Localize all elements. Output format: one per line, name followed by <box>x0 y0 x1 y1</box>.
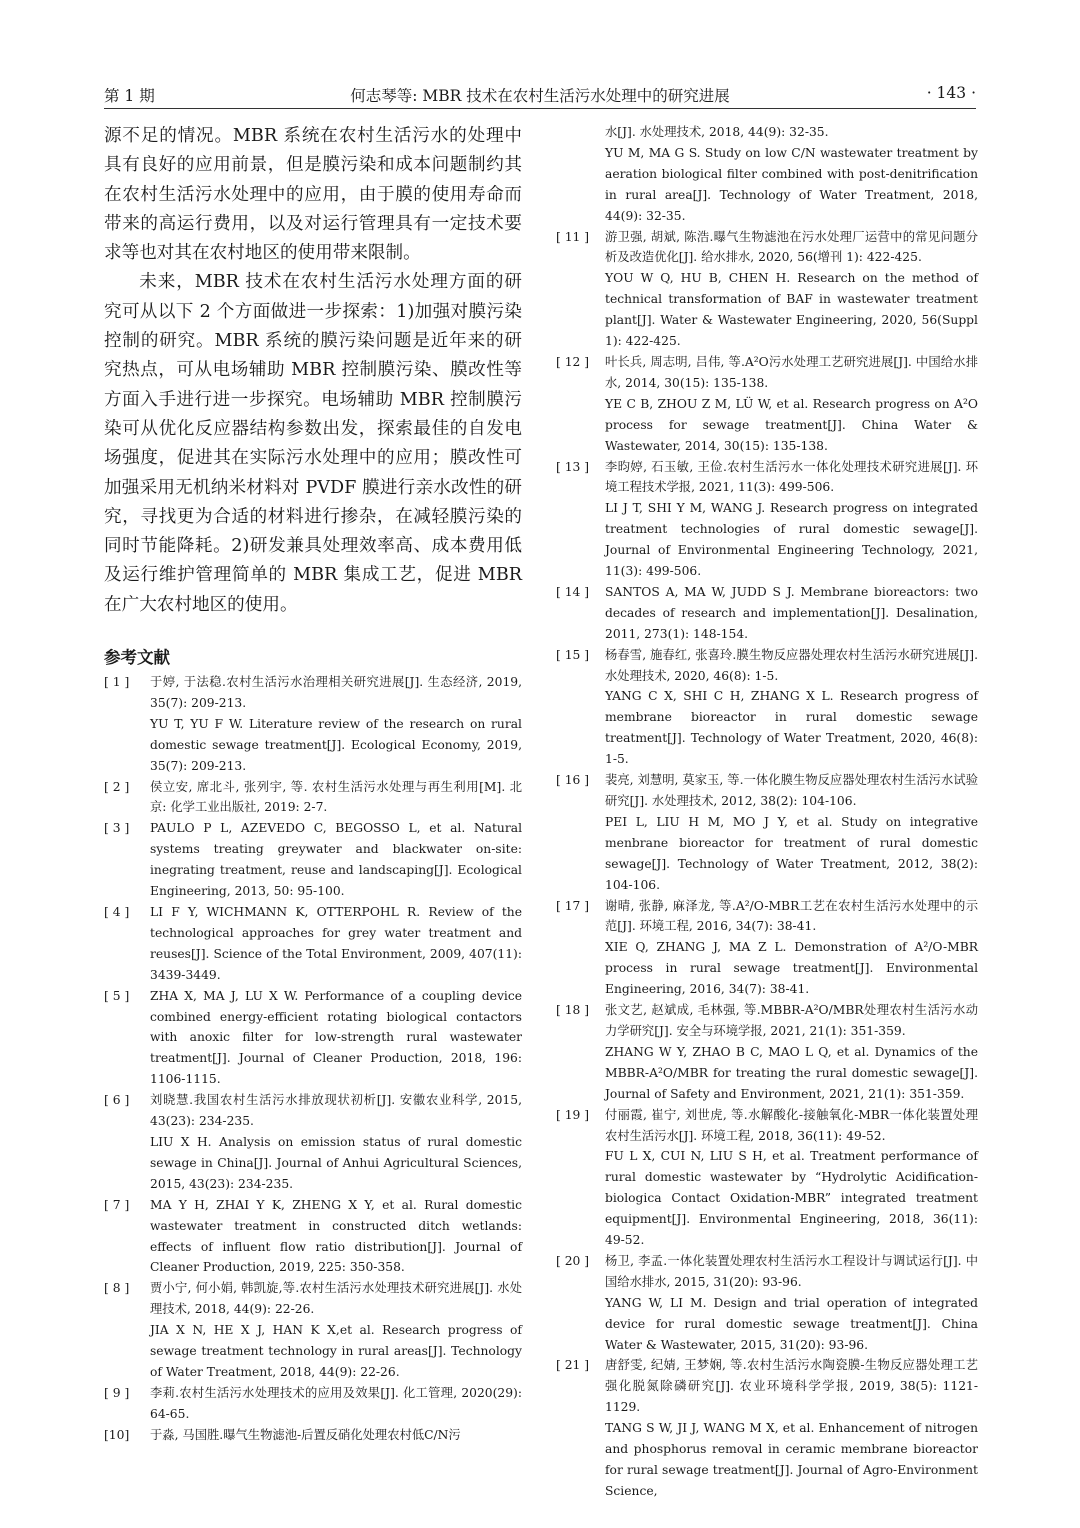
reference-number: [ 4 ] <box>104 905 130 920</box>
reference-item <box>556 227 978 352</box>
reference-number: [ 8 ] <box>104 1281 130 1296</box>
reference-text: 谢晴, 张静, 麻泽龙, 等.A²/O-MBR工艺在农村生活污水处理中的示范[J]. 环境工程, 2016, 34(7): 38-41. <box>605 898 978 934</box>
reference-item <box>104 1090 522 1195</box>
reference-number: [ 6 ] <box>104 1093 130 1108</box>
reference-item <box>104 1195 522 1279</box>
reference-number: [ 15 ] <box>556 647 590 662</box>
reference-text: 于婷, 于法稳.农村生活污水治理相关研究进展[J]. 生态经济, 2019, 35(7): 209-213. <box>150 675 522 710</box>
reference-text: 侯立安, 席北斗, 张列宇, 等. 农村生活污水处理与再生利用[M]. 北京: 化学工业出版社, 2019: 2-7. <box>150 779 522 815</box>
reference-item <box>556 1251 978 1356</box>
reference-number: [ 19 ] <box>556 1107 590 1122</box>
reference-text: PEI L, LIU H M, MO J Y, et al. Study on integrative menbrane bioreactor for treatment of rural domestic sewage[J]. Technology of Water Treatment, 2012, 38(2): 104-106. <box>605 814 978 892</box>
reference-item <box>556 770 978 895</box>
right-column <box>556 122 978 1502</box>
reference-number: [ 13 ] <box>556 459 590 474</box>
reference-text: LI F Y, WICHMANN K, OTTERPOHL R. Review of the technological approaches for grey water treatment and reuses[J]. Science of the Total Environment, 2009, 407(11): 3439-3449. <box>150 905 522 982</box>
running-title: 何志琴等: MBR 技术在农村生活污水处理中的研究进展 <box>350 87 730 105</box>
reference-item <box>556 896 978 1001</box>
reference-item <box>556 1105 978 1251</box>
reference-number: [ 16 ] <box>556 773 590 788</box>
page-number: · 143 · <box>926 84 976 102</box>
reference-item <box>104 672 522 777</box>
reference-text: YU M, MA G S. Study on low C/N wastewater treatment by aeration biological filter combined with post-denitrification in rural area[J]. Technology of Water Treatment, 2018, 44(9): 32-35. <box>605 145 978 223</box>
reference-number: [ 7 ] <box>104 1197 130 1212</box>
reference-item <box>556 645 978 770</box>
reference-item <box>104 818 522 902</box>
reference-item <box>556 122 978 227</box>
reference-number: [ 2 ] <box>104 779 130 794</box>
reference-number: [ 18 ] <box>556 1003 590 1018</box>
reference-text: SANTOS A, MA W, JUDD S J. Membrane bioreactors: two decades of research and implementation[J]. Desalination, 2011, 273(1): 148-154. <box>605 584 978 641</box>
reference-number: [ 21 ] <box>556 1358 590 1373</box>
references-heading: 参考文献 <box>104 648 170 668</box>
reference-text: 于淼, 马国胜.曝气生物滤池-后置反硝化处理农村低C/N污 <box>150 1427 461 1442</box>
reference-text: 贾小宁, 何小娟, 韩凯旋,等.农村生活污水处理技术研究进展[J]. 水处理技术, 2018, 44(9): 22-26. <box>150 1281 522 1317</box>
reference-text: 唐舒雯, 纪婧, 王梦娴, 等.农村生活污水陶瓷膜-生物反应器处理工艺强化脱氮除磷研究[J]. 农业环境科学学报, 2019, 38(5): 1121-1129. <box>605 1358 978 1415</box>
reference-text: MA Y H, ZHAI Y K, ZHENG X Y, et al. Rural domestic wastewater treatment in constructed ditch wetlands: effects of influent flow ratio distribution[J]. Journal of Cleaner Production, 2019, 225: 350-358. <box>150 1197 522 1275</box>
reference-item <box>556 1355 978 1501</box>
reference-text: 李昀婷, 石玉敏, 王俭.农村生活污水一体化处理技术研究进展[J]. 环境工程技术学报, 2021, 11(3): 499-506. <box>605 459 978 495</box>
reference-text: 水[J]. 水处理技术, 2018, 44(9): 32-35. <box>605 125 829 139</box>
reference-text: PAULO P L, AZEVEDO C, BEGOSSO L, et al. Natural systems treating greywater and blackwater on-site: inegrating treatment, reuse and landscaping[J]. Ecological Engineering, 2013, 50: 95-100. <box>150 821 522 899</box>
reference-number: [ 14 ] <box>556 584 590 599</box>
reference-text: YANG C X, SHI C H, ZHANG X L. Research progress of membrane bioreactor in rural domestic sewage treatment[J]. Technology of Water Treatment, 2020, 46(8): 1-5. <box>605 689 978 767</box>
reference-text: LIU X H. Analysis on emission status of rural domestic sewage in China[J]. Journal of Anhui Agricultural Sciences, 2015, 43(23): 234-235. <box>150 1134 522 1191</box>
reference-text: FU L X, CUI N, LIU S H, et al. Treatment performance of rural domestic wastewater by “Hydrolytic Acidification-biologica Contact Oxidation-MBR” integrated treatment equipment[J]. Environmental Engineering, 2018, 36(11): 49-52. <box>605 1149 978 1248</box>
reference-text: JIA X N, HE X J, HAN K X,et al. Research progress of sewage treatment technology in rural areas[J]. Technology of Water Treatment, 2018, 44(9): 22-26. <box>150 1323 522 1379</box>
reference-number: [ 17 ] <box>556 898 590 913</box>
reference-list-right <box>556 122 978 1502</box>
reference-number: [ 3 ] <box>104 821 130 836</box>
reference-text: 李莉.农村生活污水处理技术的应用及效果[J]. 化工管理, 2020(29): 64-65. <box>150 1385 522 1421</box>
reference-text: YOU W Q, HU B, CHEN H. Research on the method of technical transformation of BAF in wastewater treatment plant[J]. Water & Wastewater Engineering, 2020, 56(Suppl 1): 422-425. <box>605 271 978 349</box>
reference-item <box>556 582 978 645</box>
reference-item <box>556 352 978 457</box>
reference-text: 叶长兵, 周志明, 吕伟, 等.A²O污水处理工艺研究进展[J]. 中国给水排水, 2014, 30(15): 135-138. <box>605 354 978 390</box>
reference-text: YE C B, ZHOU Z M, LÜ W, et al. Research progress on A²O process for sewage treatment[J]. China Water & Wastewater, 2014, 30(15): 135-138. <box>605 396 978 453</box>
reference-item <box>104 1278 522 1383</box>
reference-list-left <box>104 672 522 1446</box>
reference-number: [10] <box>104 1427 130 1442</box>
reference-text: XIE Q, ZHANG J, MA Z L. Demonstration of A²/O-MBR process in rural sewage treatment[J]. Environmental Engineering, 2016, 34(7): 38-41. <box>605 940 978 997</box>
reference-item <box>556 1000 978 1105</box>
reference-item <box>104 777 522 819</box>
reference-item <box>104 1425 522 1446</box>
reference-number: [ 1 ] <box>104 675 130 690</box>
reference-text: 刘晓慧.我国农村生活污水排放现状初析[J]. 安徽农业科学, 2015, 43(23): 234-235. <box>150 1093 522 1129</box>
reference-item <box>104 986 522 1091</box>
reference-item <box>556 457 978 582</box>
reference-number: [ 11 ] <box>556 229 590 244</box>
reference-number: [ 9 ] <box>104 1385 130 1400</box>
running-header <box>104 80 976 108</box>
reference-text: 张文艺, 赵斌成, 毛林强, 等.MBBR-A²O/MBR处理农村生活污水动力学研究[J]. 安全与环境学报, 2021, 21(1): 351-359. <box>605 1003 978 1038</box>
reference-text: 付丽霞, 崔宁, 刘世虎, 等.水解酸化-接触氧化-MBR一体化装置处理农村生活污水[J]. 环境工程, 2018, 36(11): 49-52. <box>605 1107 978 1143</box>
reference-text: ZHANG W Y, ZHAO B C, MAO L Q, et al. Dynamics of the MBBR-A²O/MBR for treating the rural domestic sewage[J]. Journal of Safety and Environment, 2021, 21(1): 351-359. <box>605 1044 978 1101</box>
header-rule <box>104 108 976 109</box>
reference-item <box>104 1383 522 1425</box>
reference-text: 杨卫, 李孟.一体化装置处理农村生活污水工程设计与调试运行[J]. 中国给水排水, 2015, 31(20): 93-96. <box>605 1253 978 1289</box>
reference-number: [ 12 ] <box>556 354 590 369</box>
reference-text: 游卫强, 胡斌, 陈浩.曝气生物滤池在污水处理厂运营中的常见问题分析及改造优化[J]. 给水排水, 2020, 56(增刊 1): 422-425. <box>605 229 978 265</box>
reference-number: [ 20 ] <box>556 1253 590 1268</box>
issue-number: 第 1 期 <box>104 87 155 105</box>
left-column <box>104 122 522 1446</box>
reference-text: ZHA X, MA J, LU X W. Performance of a coupling device combined energy-efficient rotating biological contactors with anoxic filter for low-strength rural wastewater treatment[J]. Journal of Cleaner Production, 2018, 196: 1106-1115. <box>150 988 522 1087</box>
reference-text: 裴亮, 刘慧明, 莫家玉, 等.一体化膜生物反应器处理农村生活污水试验研究[J]. 水处理技术, 2012, 38(2): 104-106. <box>605 773 978 808</box>
reference-text: LI J T, SHI Y M, WANG J. Research progress on integrated treatment technologies of rural domestic sewage[J]. Journal of Environmental Engineering Technology, 2021, 11(3): 499-506. <box>605 501 978 579</box>
body-paragraph: 未来，MBR 技术在农村生活污水处理方面的研究可从以下 2 个方面做进一步探索：1)加强对膜污染控制的研究。MBR 系统的膜污染问题是近年来的研究热点，可从电场辅助 MBR 控制膜污染、膜改性等方面入手进行进一步探究。电场辅助 MBR 控制膜污染可从优化反应器结构参数出发，探索最佳的自发电场强度，促进其在实际污水处理中的应用；膜改性可加强采用无机纳米材料对 PVDF 膜进行亲水改性的研究，寻找更为合适的材料进行掺杂，在减轻膜污染的同时节能降耗。2)研发兼具处理效率高、成本费用低及运行维护管理简单的 MBR 集成工艺，促进 MBR 在广大农村地区的使用。 <box>104 272 522 615</box>
reference-text: TANG S W, JI J, WANG M X, et al. Enhancement of nitrogen and phosphorus removal in ceramic membrane bioreactor for rural sewage treatment[J]. Journal of Agro-Environment Science, <box>605 1421 978 1498</box>
reference-text: YU T, YU F W. Literature review of the research on rural domestic sewage treatment[J]. Ecological Economy, 2019, 35(7): 209-213. <box>150 716 522 773</box>
body-paragraph: 源不足的情况。MBR 系统在农村生活污水的处理中具有良好的应用前景，但是膜污染和成本问题制约其在农村生活污水处理中的应用，由于膜的使用寿命而带来的高运行费用，以及对运行管理具有一定技术要求等也对其在农村地区的使用带来限制。 <box>104 126 522 264</box>
reference-text: 杨春雪, 施春红, 张喜玲.膜生物反应器处理农村生活污水研究进展[J]. 水处理技术, 2020, 46(8): 1-5. <box>605 647 978 683</box>
reference-number: [ 5 ] <box>104 988 130 1003</box>
reference-item <box>104 902 522 986</box>
reference-text: YANG W, LI M. Design and trial operation of integrated device for rural domestic sewage treatment[J]. China Water & Wastewater, 2015, 31(20): 93-96. <box>605 1295 978 1352</box>
